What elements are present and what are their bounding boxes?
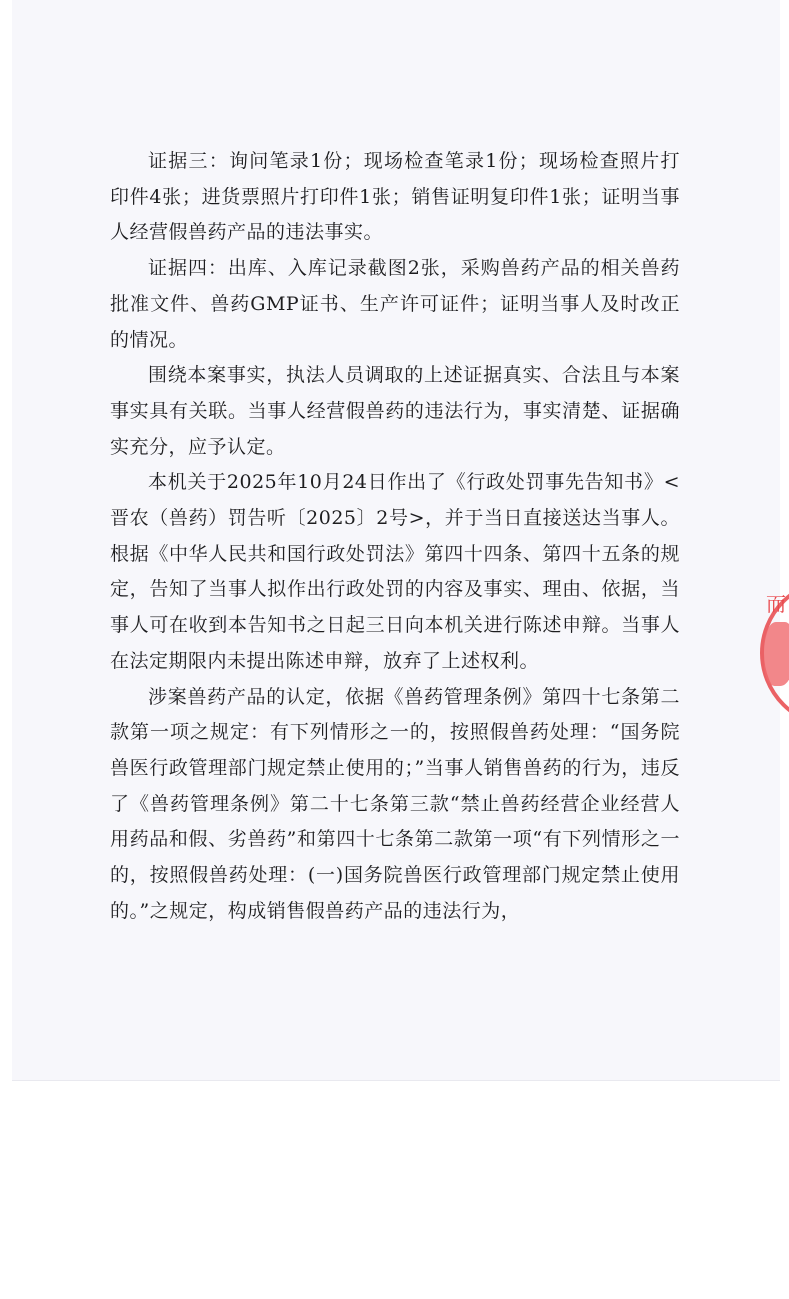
document-body <box>110 144 680 929</box>
paragraph-legal-determination: 涉案兽药产品的认定，依据《兽药管理条例》第四十七条第二款第一项之规定：有下列情形之一的，按照假兽药处理：“国务院兽医行政管理部门规定禁止使用的；”当事人销售兽药的行为，违反了《兽药管理条例》第二十七条第三款“禁止兽药经营企业经营人用药品和假、劣兽药”和第四十七条第二款第一项“有下列情形之一的，按照假兽药处理：(一)国务院兽医行政管理部门规定禁止使用的。”之规定，构成销售假兽药产品的违法行为， <box>110 685 680 922</box>
seal-character: 而 <box>766 592 786 616</box>
official-seal-fragment <box>760 578 789 726</box>
paragraph-notification: 本机关于2025年10月24日作出了《行政处罚事先告知书》<晋农（兽药）罚告听〔2025〕2号>，并于当日直接送达当事人。根据《中华人民共和国行政处罚法》第四十四条、第四十五条的规定，告知了当事人拟作出行政处罚的内容及事实、理由、依据，当事人可在收到本告知书之日起三日向本机关进行陈述申辩。当事人在法定期限内未提出陈述申辩，放弃了上述权利。 <box>110 471 680 672</box>
seal-ink-blot <box>764 622 789 686</box>
paragraph-evidence-four: 证据四：出库、入库记录截图2张，采购兽药产品的相关兽药批准文件、兽药GMP证书、生产许可证件；证明当事人及时改正的情况。 <box>110 257 680 351</box>
paragraph-evidence-three: 证据三：询问笔录1份；现场检查笔录1份；现场检查照片打印件4张；进货票照片打印件1张；销售证明复印件1张；证明当事人经营假兽药产品的违法事实。 <box>110 150 680 244</box>
scan-bottom-edge <box>12 1080 780 1081</box>
paragraph-evidence-summary: 围绕本案事实，执法人员调取的上述证据真实、合法且与本案事实具有关联。当事人经营假兽药的违法行为，事实清楚、证据确实充分，应予认定。 <box>110 364 680 458</box>
